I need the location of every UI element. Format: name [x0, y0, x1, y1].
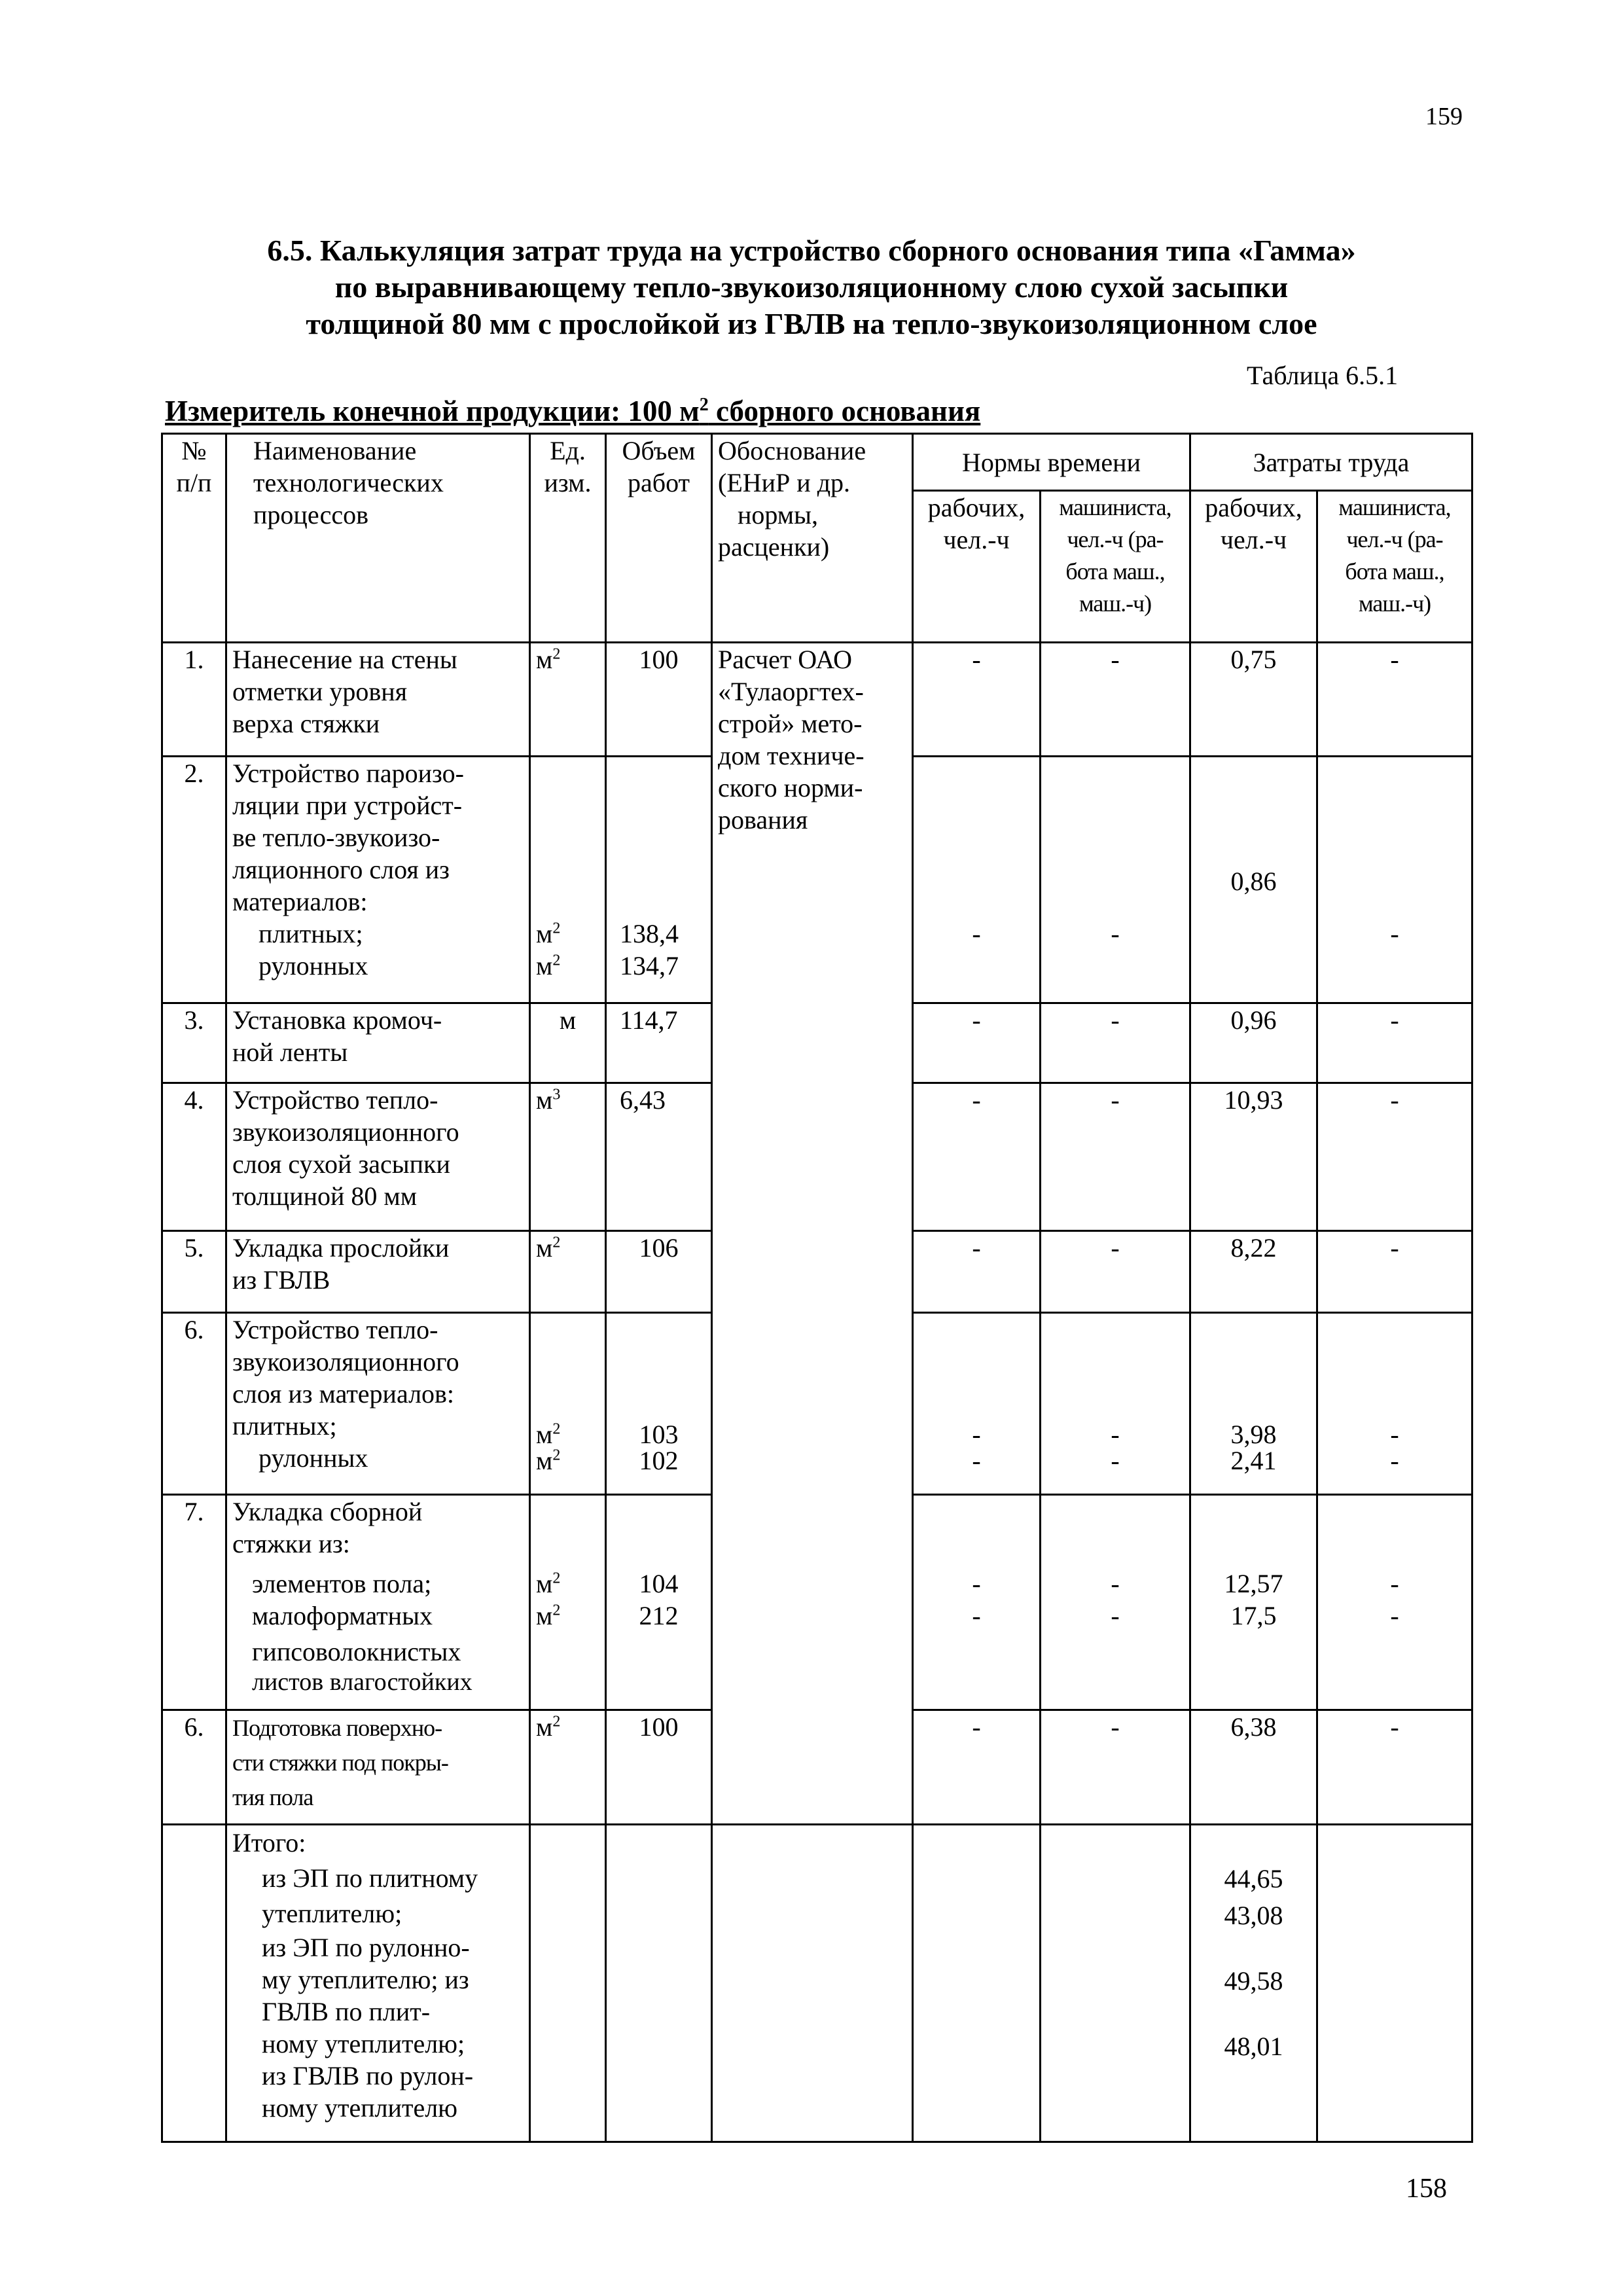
totals-row [162, 1824, 1472, 2142]
row-num: 5. [162, 1231, 226, 1312]
basis-cell: Расчет ОАО «Тулаоргтех- строй» мето- дом техниче- ского норми- рования [712, 642, 913, 1824]
row-norm-workers: - - [913, 1312, 1041, 1495]
measure-sup: 2 [699, 395, 709, 415]
page-number-bottom: 158 [1406, 2174, 1447, 2204]
row-norm-workers: - [913, 1083, 1041, 1231]
row-labor-machinist: - [1317, 757, 1472, 1003]
header-volume: Объем работ [606, 434, 712, 643]
title-line: толщиной 80 мм с прослойкой из ГВЛВ на тепло-звукоизоляционном слое [306, 307, 1317, 340]
row-num: 2. [162, 757, 226, 1003]
row-labor-workers: 3,98 2,41 [1190, 1312, 1317, 1495]
row-volume: 104 212 [606, 1495, 712, 1710]
row-labor-machinist: - - [1317, 1495, 1472, 1710]
row-name: Устройство тепло- звукоизоляционного слоя сухой засыпки толщиной 80 мм [226, 1083, 530, 1231]
row-unit: $м^2$ [530, 642, 606, 756]
measure-tail: сборного основания [708, 395, 981, 427]
header-norms-workers: рабочих, чел.-ч [913, 491, 1041, 643]
row-norm-machinist: - [1041, 1231, 1190, 1312]
totals-volume [606, 1824, 712, 2142]
totals-num [162, 1824, 226, 2142]
row-name: Укладка прослойки из ГВЛВ [226, 1231, 530, 1312]
row-norm-machinist: - [1041, 1083, 1190, 1231]
row-num: 3. [162, 1003, 226, 1083]
page-number-top: 159 [1425, 103, 1463, 130]
document-title [98, 232, 1525, 342]
row-unit: м [530, 1003, 606, 1083]
measure-text: Измеритель конечной продукции: 100 м [165, 395, 700, 427]
header-labor-machinist: машиниста, чел.-ч (ра- бота маш., маш.-ч) [1317, 491, 1472, 643]
row-labor-workers: 0,75 [1190, 642, 1317, 756]
table-label: Таблица 6.5.1 [1247, 361, 1399, 390]
header-norms: Нормы времени [913, 434, 1190, 491]
row-name: Нанесение на стены отметки уровня верха стяжки [226, 642, 530, 756]
header-basis: Обоснование (ЕНиР и др. нормы, расценки) [712, 434, 913, 643]
totals-basis [712, 1824, 913, 2142]
table-row [162, 642, 1472, 756]
row-num: 1. [162, 642, 226, 756]
row-labor-workers: 0,96 [1190, 1003, 1317, 1083]
measure-unit-line [165, 395, 980, 427]
row-volume: 138,4 134,7 [606, 757, 712, 1003]
table-header-row [162, 434, 1472, 491]
title-line: по выравнивающему тепло-звукоизоляционному слою сухой засыпки [334, 270, 1289, 304]
row-unit: $м^2$ [530, 1710, 606, 1824]
row-norm-machinist: - - [1041, 1312, 1190, 1495]
row-labor-machinist: - - [1317, 1312, 1472, 1495]
row-unit: $м^3$ [530, 1083, 606, 1231]
header-norms-machinist: машиниста, чел.-ч (ра- бота маш., маш.-ч) [1041, 491, 1190, 643]
header-num: № п/п [162, 434, 226, 643]
totals-label: Итого: из ЭП по плитному утеплителю; из ЭП по рулонно- му утеплителю; из ГВЛВ по плит- ному утеплителю; из ГВЛВ по рулон- ному утеплителю [226, 1824, 530, 2142]
row-norm-machinist: - [1041, 642, 1190, 756]
row-norm-workers: - [913, 1003, 1041, 1083]
row-volume: 100 [606, 1710, 712, 1824]
row-name: Установка кромоч- ной ленты [226, 1003, 530, 1083]
header-labor: Затраты труда [1190, 434, 1472, 491]
row-labor-machinist: - [1317, 1231, 1472, 1312]
row-norm-machinist: - [1041, 757, 1190, 1003]
row-num: 4. [162, 1083, 226, 1231]
header-labor-workers: рабочих, чел.-ч [1190, 491, 1317, 643]
totals-unit [530, 1824, 606, 2142]
totals-labor-workers: 44,65 43,08 49,58 48,01 [1190, 1824, 1317, 2142]
row-norm-workers: - [913, 757, 1041, 1003]
row-labor-workers: 6,38 [1190, 1710, 1317, 1824]
row-unit: $м^2$ [530, 1231, 606, 1312]
header-unit: Ед. изм. [530, 434, 606, 643]
row-volume: 106 [606, 1231, 712, 1312]
row-name: Укладка сборной стяжки из: элементов пола; малоформатных гипсоволокнистых листов влагостойких [226, 1495, 530, 1710]
row-labor-machinist: - [1317, 1003, 1472, 1083]
row-unit: $м^2$ $м^2$ [530, 1495, 606, 1710]
totals-norm-workers [913, 1824, 1041, 2142]
row-name: Подготовка поверхно- сти стяжки под покры- тия пола [226, 1710, 530, 1824]
row-unit: $м^2$ $м^2$ [530, 757, 606, 1003]
row-labor-machinist: - [1317, 1083, 1472, 1231]
header-name: Наименование технологических процессов [226, 434, 530, 643]
row-norm-workers: - [913, 1231, 1041, 1312]
row-labor-workers: 0,86 [1190, 757, 1317, 1003]
row-labor-workers: 10,93 [1190, 1083, 1317, 1231]
row-name: Устройство тепло- звукоизоляционного слоя из материалов: плитных; рулонных [226, 1312, 530, 1495]
row-volume: 6,43 [606, 1083, 712, 1231]
row-labor-machinist: - [1317, 642, 1472, 756]
row-norm-machinist: - - [1041, 1495, 1190, 1710]
labor-cost-table [161, 433, 1473, 2143]
row-num: 6. [162, 1312, 226, 1495]
row-labor-workers: 8,22 [1190, 1231, 1317, 1312]
row-unit: $м^2$ $м^2$ [530, 1312, 606, 1495]
row-volume: 103 102 [606, 1312, 712, 1495]
row-num: 6. [162, 1710, 226, 1824]
row-norm-machinist: - [1041, 1003, 1190, 1083]
title-line: 6.5. Калькуляция затрат труда на устройство сборного основания типа «Гамма» [267, 234, 1356, 267]
row-volume: 114,7 [606, 1003, 712, 1083]
row-labor-workers: 12,57 17,5 [1190, 1495, 1317, 1710]
row-norm-workers: - [913, 642, 1041, 756]
row-num: 7. [162, 1495, 226, 1710]
row-norm-workers: - - [913, 1495, 1041, 1710]
row-volume: 100 [606, 642, 712, 756]
row-labor-machinist: - [1317, 1710, 1472, 1824]
row-name: Устройство пароизо- ляции при устройст- ве тепло-звукоизо- ляционного слоя из материалов: плитных; рулонных [226, 757, 530, 1003]
totals-norm-machinist [1041, 1824, 1190, 2142]
row-norm-workers: - [913, 1710, 1041, 1824]
totals-labor-machinist [1317, 1824, 1472, 2142]
row-norm-machinist: - [1041, 1710, 1190, 1824]
